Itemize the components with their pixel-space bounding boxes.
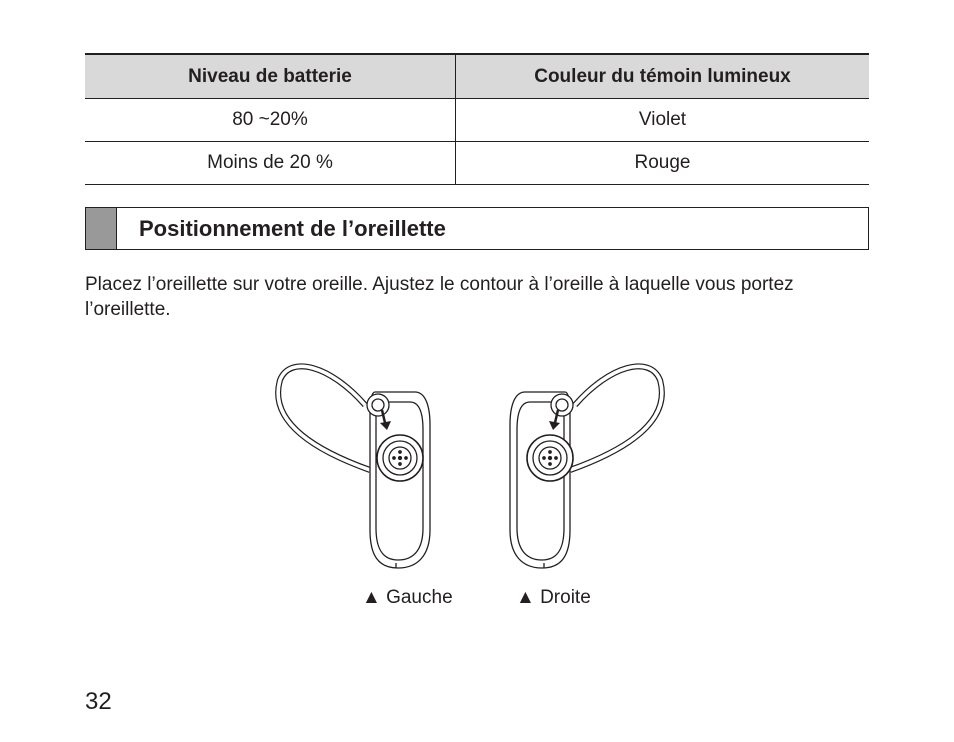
table-cell-level: 80 ~20%	[85, 99, 456, 142]
section-marker	[86, 208, 117, 249]
table-cell-color: Rouge	[456, 142, 870, 185]
left-headset	[278, 366, 430, 568]
page-number: 32	[85, 688, 112, 715]
battery-level-table	[85, 53, 869, 185]
table-cell-level: Moins de 20 %	[85, 142, 456, 185]
table-header-indicator-color: Couleur du témoin lumineux	[456, 54, 870, 99]
section-body-text: Placez l’oreillette sur votre oreille. Ajustez le contour à l’oreille à laquelle vous portez l’oreillette.	[85, 274, 794, 320]
section-title: Positionnement de l’oreillette	[139, 215, 446, 241]
table-header-battery-level: Niveau de batterie	[85, 54, 456, 99]
table-row	[85, 99, 869, 142]
section-header	[85, 207, 869, 250]
caption-left: ▲ Gauche	[362, 587, 453, 608]
right-headset	[510, 366, 662, 568]
headset-illustration	[270, 330, 690, 580]
caption-right: ▲ Droite	[516, 587, 591, 608]
table-row	[85, 142, 869, 185]
table-header-row	[85, 54, 869, 99]
table-cell-color: Violet	[456, 99, 870, 142]
